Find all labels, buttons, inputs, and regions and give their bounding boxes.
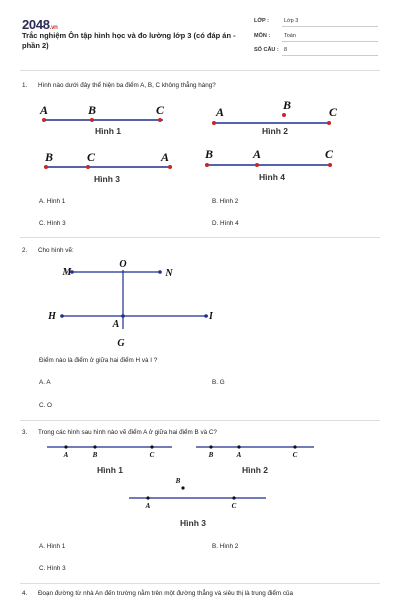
q1-figure-4: [204, 147, 334, 182]
point-marker: [42, 118, 46, 122]
point-label: C: [328, 105, 338, 119]
point-label: B: [282, 98, 292, 112]
q2-number: 2.: [22, 247, 28, 254]
point-label: I: [209, 311, 213, 322]
q2-text: Cho hình vẽ:: [38, 247, 74, 254]
q4-number: 4.: [22, 590, 28, 597]
figure-caption: Hình 2: [262, 126, 288, 136]
q3-figure-3: [129, 477, 266, 528]
point-label: A: [215, 105, 225, 119]
figure-caption: Hình 3: [94, 174, 120, 184]
point-marker: [158, 118, 162, 122]
count-value: 8: [284, 47, 288, 53]
point-marker: [146, 496, 149, 499]
q2-option-b[interactable]: B. G: [212, 379, 225, 386]
point-marker: [181, 486, 184, 489]
point-label: C: [86, 150, 96, 164]
point-marker: [150, 445, 153, 448]
header-divider: [20, 70, 380, 71]
figure-caption: Hình 1: [97, 465, 123, 475]
q2-divider: [20, 420, 380, 421]
point-label: G: [117, 338, 125, 349]
q1-option-d[interactable]: D. Hình 4: [212, 220, 239, 227]
q1-figure-2: [212, 98, 338, 136]
q3-text: Trong các hình sau hình nào vẽ điểm A ở giữa hai điểm B và C?: [38, 429, 217, 436]
count-key: SỐ CÂU :: [254, 47, 279, 53]
point-label: C: [292, 451, 298, 459]
point-marker: [121, 314, 125, 318]
logo-suffix: .vn: [49, 25, 58, 31]
point-marker: [232, 496, 235, 499]
point-label: C: [324, 147, 334, 161]
q1-figure-1: [39, 103, 165, 136]
subject-divider: [282, 41, 378, 42]
q1-number: 1.: [22, 82, 28, 89]
q3-option-c[interactable]: C. Hình 3: [39, 565, 66, 572]
point-marker: [255, 163, 259, 167]
figure-caption: Hình 2: [242, 465, 268, 475]
q2-figure: [0, 255, 400, 355]
point-label: A: [112, 319, 120, 330]
point-marker: [282, 113, 286, 117]
point-label: A: [160, 150, 170, 164]
point-marker: [328, 163, 332, 167]
logo-text: 2048: [22, 17, 50, 32]
q3-option-b[interactable]: B. Hình 2: [212, 543, 239, 550]
point-marker: [44, 165, 48, 169]
point-marker: [86, 165, 90, 169]
class-value: Lớp 3: [284, 18, 299, 24]
page-title: Trắc nghiệm Ôn tập hình học và đo lường lớp 3 (có đáp án - phần 2): [22, 31, 236, 50]
q1-figures: [0, 94, 400, 194]
point-label: A: [236, 451, 242, 459]
class-key: LỚP :: [254, 18, 269, 24]
figure-caption: Hình 1: [95, 126, 121, 136]
q3-figure-2: [196, 445, 314, 475]
point-label: A: [39, 103, 49, 117]
point-label: M: [62, 267, 72, 278]
point-marker: [327, 121, 331, 125]
q2-option-a[interactable]: A. A: [39, 379, 51, 386]
point-marker: [204, 314, 208, 318]
subject-value: Toán: [284, 33, 296, 39]
point-marker: [237, 445, 240, 448]
point-label: N: [165, 268, 173, 279]
point-marker: [158, 270, 162, 274]
point-label: A: [145, 502, 151, 510]
q4-text: Đoạn đường từ nhà An đến trường nằm trên một đường thẳng và siêu thị là trung điểm của: [38, 590, 294, 597]
q1-text: Hình nào dưới đây thể hiện ba điểm A, B, C không thẳng hàng?: [38, 82, 216, 89]
q2-option-c[interactable]: C. O: [39, 402, 52, 409]
point-marker: [90, 118, 94, 122]
q1-option-c[interactable]: C. Hình 3: [39, 220, 66, 227]
q2-question: Điểm nào là điểm ở giữa hai điểm H và I ?: [39, 357, 158, 364]
point-label: B: [204, 147, 214, 161]
subject-key: MÔN :: [254, 33, 271, 39]
point-marker: [293, 445, 296, 448]
q3-figures: [0, 437, 400, 537]
site-logo[interactable]: [22, 17, 58, 32]
point-label: B: [208, 451, 214, 459]
point-marker: [212, 121, 216, 125]
point-marker: [60, 314, 64, 318]
q3-figure-1: [47, 445, 172, 475]
point-label: B: [175, 477, 181, 485]
q3-number: 3.: [22, 429, 28, 436]
point-label: A: [252, 147, 262, 161]
point-label: C: [231, 502, 237, 510]
figure-caption: Hình 4: [259, 172, 285, 182]
q1-figure-3: [44, 150, 172, 184]
point-marker: [205, 163, 209, 167]
point-label: B: [87, 103, 97, 117]
point-label: B: [44, 150, 54, 164]
q1-divider: [20, 237, 380, 238]
point-label: C: [155, 103, 165, 117]
q3-option-a[interactable]: A. Hình 1: [39, 543, 66, 550]
point-marker: [93, 445, 96, 448]
figure-caption: Hình 3: [180, 518, 206, 528]
point-marker: [168, 165, 172, 169]
q1-option-b[interactable]: B. Hình 2: [212, 198, 239, 205]
class-divider: [282, 26, 378, 27]
point-label: C: [149, 451, 155, 459]
count-divider: [282, 55, 378, 56]
q1-option-a[interactable]: A. Hình 1: [39, 198, 66, 205]
point-marker: [209, 445, 212, 448]
point-label: O: [119, 259, 127, 270]
point-label: H: [48, 311, 56, 322]
point-marker: [64, 445, 67, 448]
q3-divider: [20, 583, 380, 584]
point-label: A: [63, 451, 69, 459]
point-label: B: [92, 451, 98, 459]
